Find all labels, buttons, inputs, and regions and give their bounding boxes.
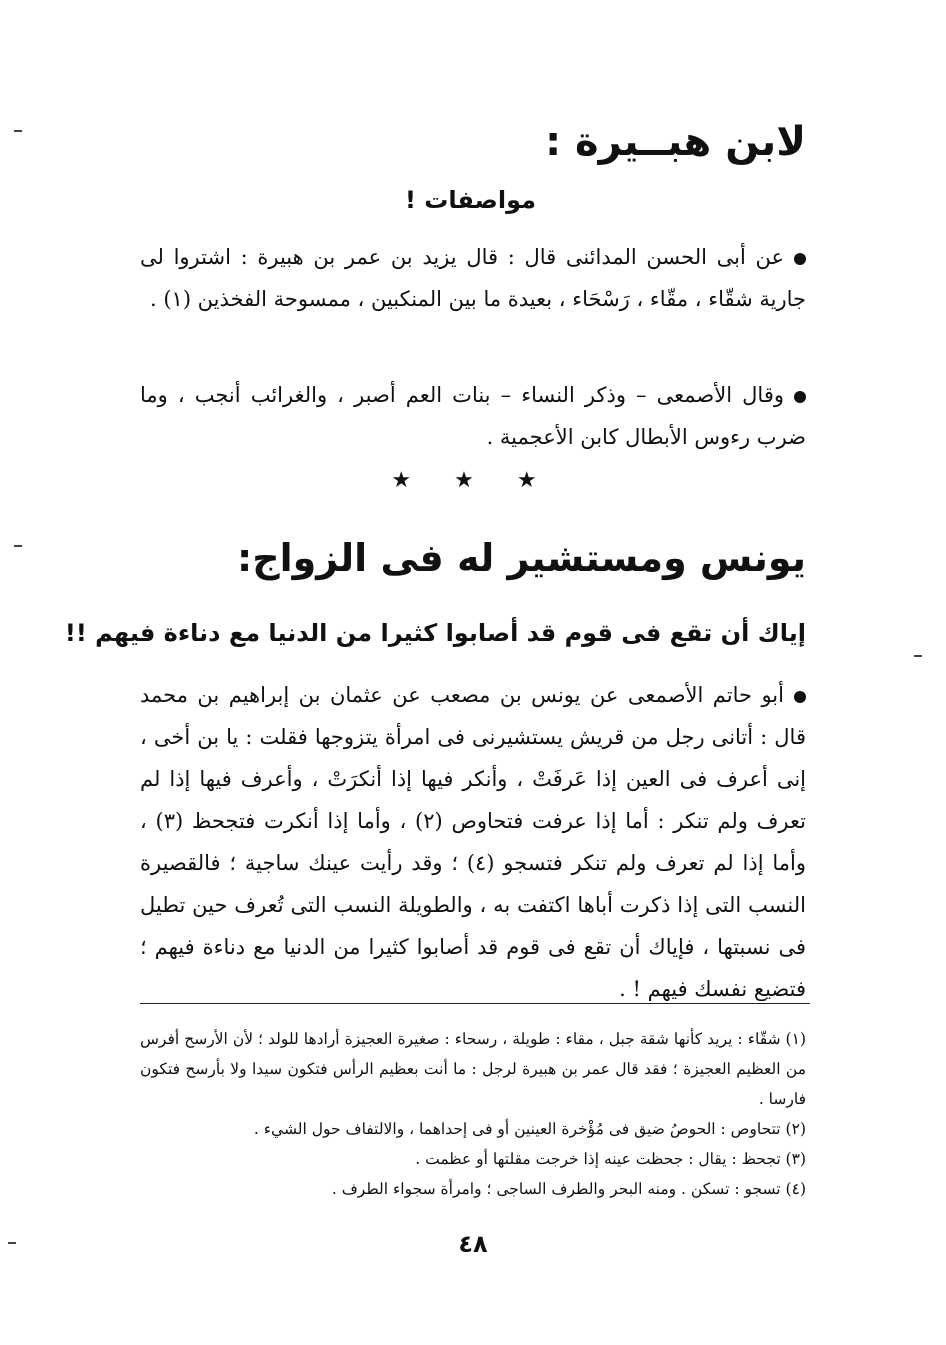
page-number: ٤٨ (458, 1230, 488, 1258)
scan-mark (14, 130, 22, 132)
paragraph-text: وقال الأصمعى – وذكر النساء – بنات العم أصبر ، والغرائب أنجب ، وما ضرب رءوس الأبطال كابن الأعجمية . (140, 383, 806, 449)
scan-mark (14, 545, 22, 547)
footnote-3: (٣) تجحظ : يقال : جحظت عينه إذا خرجت مقلتها أو عظمت . (415, 1150, 806, 1168)
paragraph-madaini (140, 236, 806, 320)
section-title-yunus: يونس ومستشير له فى الزواج: (237, 536, 806, 580)
bullet-icon (794, 691, 806, 703)
footnote-divider (140, 1003, 810, 1004)
paragraph-asmai (140, 374, 806, 458)
footnote-4: (٤) تسجو : تسكن . ومنه البحر والطرف الساجى ؛ وامرأة سجواء الطرف . (331, 1180, 806, 1198)
star-separator: ★ ★ ★ (391, 468, 555, 493)
paragraph-text: عن أبى الحسن المدائنى قال : قال يزيد بن عمر بن هبيرة : اشتروا لى جارية شقّاء ، مقّاء ، رَسْحَاء ، بعيدة ما بين المنكبين ، ممسوحة الفخذين (١) . (140, 245, 806, 311)
section-title-ibn-hubayra: لابن هبــيرة : (545, 119, 806, 165)
paragraph-text: أبو حاتم الأصمعى عن يونس بن مصعب عن عثمان بن إبراهيم بن محمد قال : أتانى رجل من قريش يستشيرنى فى امرأة يتزوجها فقلت : يا بن أخى ، إنى أعرف فى العين إذا عَرفَتْ ، وأنكر فيها إذا أنكرَتْ ، وأعرف فيها إذا لم تعرف ولم تنكر : أما إذا عرفت فتحاوص (٢) ، وأما إذا أنكرت فتجحظ (٣) ، وأما إذا لم تعرف ولم تنكر فتسجو (٤) ؛ وقد رأيت عينك ساجية ؛ فالقصيرة النسب التى إذا ذكرت أباها اكتفت به ، والطويلة النسب التى تُعرف حين تطيل فى نسبتها ، فإياك أن تقع فى قوم قد أصابوا كثيرا من الدنيا مع دناءة فيهم ؛ فتضيع نفسك فيهم ! . (140, 683, 806, 1001)
scan-mark (8, 1242, 16, 1244)
paragraph-yunus (140, 674, 806, 1010)
footnotes (140, 1024, 806, 1204)
bullet-icon (794, 253, 806, 265)
section-subtitle-warning: إياك أن تقع فى قوم قد أصابوا كثيرا من الدنيا مع دناءة فيهم !! (64, 619, 806, 647)
section-subtitle-specifications: مواصفات ! (404, 186, 536, 214)
bullet-icon (794, 391, 806, 403)
footnote-1: (١) شقّاء : يريد كأنها شقة جبل ، مقاء : طويلة ، رسحاء : صغيرة العجيزة أرادها للولد ؛ لأن الأرسح أفرس من العظيم العجيزة ؛ فقد قال عمر بن هبيرة لرجل : ما أنت بعظيم الرأس فتكون سيدا ولا بأرسح فتكون فارسا . (140, 1030, 806, 1108)
footnote-2: (٢) تتحاوص : الحوصُ ضيق فى مُؤْخرة العينين أو فى إحداهما ، والالتفاف حول الشيء . (253, 1120, 806, 1138)
scan-mark (914, 655, 922, 657)
